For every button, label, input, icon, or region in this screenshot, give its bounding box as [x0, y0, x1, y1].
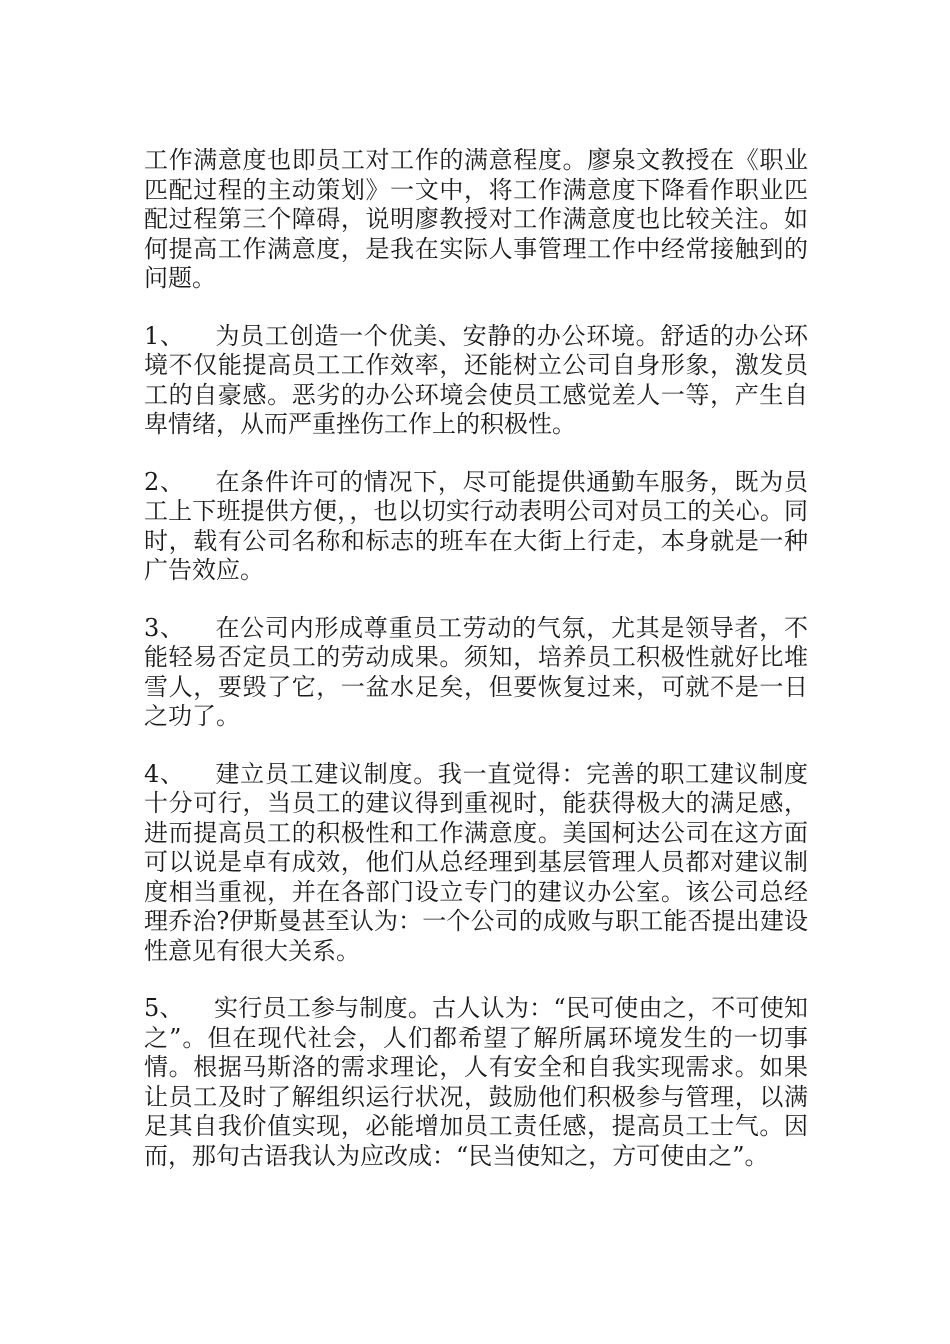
list-item-5	[144, 994, 808, 1171]
list-item-number: 4、	[144, 759, 185, 788]
list-item-text: 为员工创造一个优美、安静的办公环境。舒适的办公环境不仅能提高员工工作效率，还能树立公司自身形象，激发员工的自豪感。恶劣的办公环境会使员工感觉差人一等，产生自卑情绪，从而严重挫伤工作上的积极性。	[144, 321, 808, 438]
list-item-text: 建立员工建议制度。我一直觉得：完善的职工建议制度十分可行，当员工的建议得到重视时，能获得极大的满足感，进而提高员工的积极性和工作满意度。美国柯达公司在这方面可以说是卓有成效，他们从总经理到基层管理人员都对建议制度相当重视，并在各部门设立专门的建议办公室。该公司总经理乔治?伊斯曼甚至认为：一个公司的成败与职工能否提出建设性意见有很大关系。	[144, 759, 808, 965]
list-item-2	[144, 468, 808, 586]
list-item-number: 3、	[144, 613, 185, 642]
list-item-4	[144, 760, 808, 967]
list-item-number: 5、	[144, 994, 184, 1022]
list-item-1	[144, 322, 808, 440]
list-item-number: 1、	[144, 321, 185, 350]
list-item-3	[144, 614, 808, 732]
document-body	[144, 146, 808, 1199]
list-item-number: 2、	[144, 467, 185, 496]
list-item-text: 在公司内形成尊重员工劳动的气氛，尤其是领导者，不能轻易否定员工的劳动成果。须知，培养员工积极性就好比堆雪人，要毁了它，一盆水足矣，但要恢复过来，可就不是一日之功了。	[144, 613, 808, 730]
list-item-text: 实行员工参与制度。古人认为：“民可使由之，不可使知之”。但在现代社会，人们都希望了解所属环境发生的一切事情。根据马斯洛的需求理论，人有安全和自我实现需求。如果让员工及时了解组织运行状况，鼓励他们积极参与管理，以满足其自我价值实现，必能增加员工责任感，提高员工士气。因而，那句古语我认为应改成：“民当使知之，方可使由之”。	[144, 994, 808, 1170]
list-item-text: 在条件许可的情况下，尽可能提供通勤车服务，既为员工上下班提供方便，，也以切实行动表明公司对员工的关心。同时，载有公司名称和标志的班车在大街上行走，本身就是一种广告效应。	[144, 467, 808, 584]
intro-paragraph: 工作满意度也即员工对工作的满意程度。廖泉文教授在《职业匹配过程的主动策划》一文中，将工作满意度下降看作职业匹配过程第三个障碍，说明廖教授对工作满意度也比较关注。如何提高工作满意度，是我在实际人事管理工作中经常接触到的问题。	[144, 146, 808, 292]
